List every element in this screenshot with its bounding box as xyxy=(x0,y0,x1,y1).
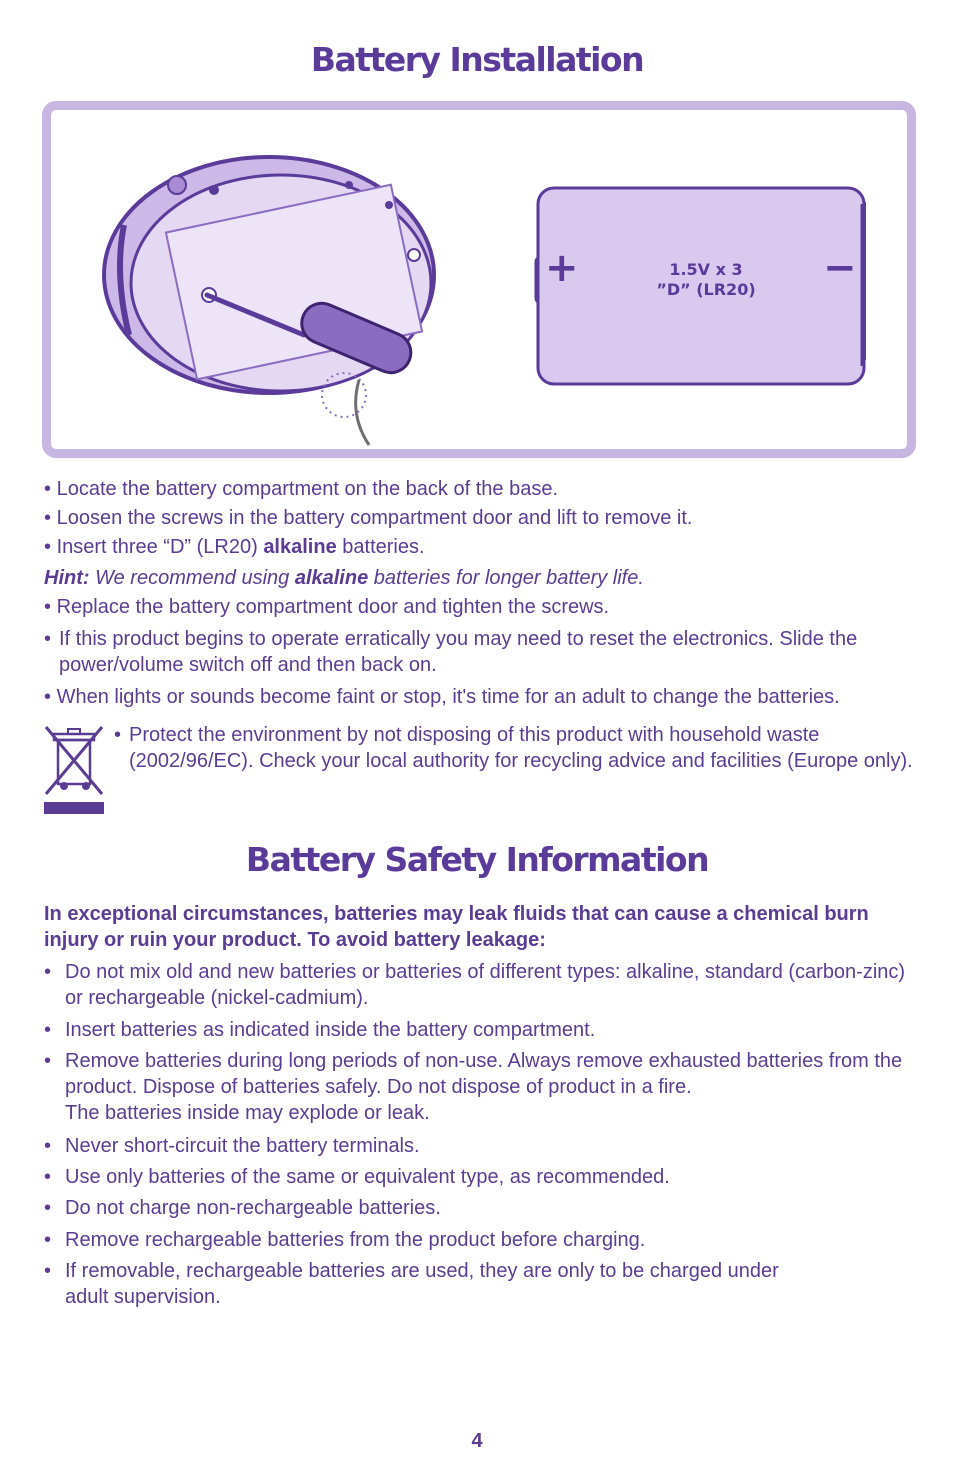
instruction-item-5 xyxy=(44,626,904,678)
bullet: • xyxy=(114,724,122,746)
safety-text: Do not charge non-rechargeable batteries. xyxy=(65,1197,441,1219)
section-title-battery-safety: Battery Safety Information xyxy=(245,840,709,879)
bullet: • xyxy=(44,1197,52,1219)
instruction-item-3 xyxy=(44,534,425,560)
alkaline-emphasis: alkaline xyxy=(263,536,337,558)
minus-terminal-symbol: − xyxy=(823,245,857,291)
instruction-item-1 xyxy=(44,476,558,502)
bullet: • xyxy=(44,686,52,708)
installation-illustration xyxy=(42,101,916,458)
safety-text: Never short-circuit the battery terminals. xyxy=(65,1135,420,1157)
safety-text: Do not mix old and new batteries or batteries of different types: alkaline, standard (carbon-zinc) or rechargeable (nickel-cadmium). xyxy=(65,961,906,1009)
hint-text: batteries for longer battery life. xyxy=(368,567,644,589)
instruction-text: batteries. xyxy=(336,536,425,558)
safety-item xyxy=(44,959,914,1011)
bullet: • xyxy=(44,478,52,500)
safety-item xyxy=(44,1195,914,1221)
safety-text: Remove batteries during long periods of non-use. Always remove exhausted batteries from the product. Dispose of batteries safely. Do not dispose of product in a fire. xyxy=(65,1050,903,1098)
hint-label: Hint: xyxy=(44,567,90,589)
weee-crossed-bin-icon xyxy=(44,722,104,814)
plus-terminal-symbol: + xyxy=(545,245,579,291)
instruction-text: Replace the battery compartment door and tighten the screws. xyxy=(56,596,610,618)
instruction-text: If this product begins to operate erratically you may need to reset the electronics. Slide the power/volume switch off and then back on. xyxy=(59,628,858,676)
battery-type-label: ”D” (LR20) xyxy=(656,280,756,299)
bullet: • xyxy=(44,1229,52,1251)
bullet: • xyxy=(44,596,52,618)
battery-voltage-label: 1.5V x 3 xyxy=(669,260,743,279)
bullet: • xyxy=(44,1050,52,1072)
bullet: • xyxy=(44,507,52,529)
bullet: • xyxy=(44,1260,52,1282)
bullet: • xyxy=(44,628,52,650)
bullet: • xyxy=(44,961,52,983)
safety-text: If removable, rechargeable batteries are used, they are only to be charged under xyxy=(65,1260,779,1282)
instruction-item-2 xyxy=(44,505,692,531)
safety-text: Remove rechargeable batteries from the product before charging. xyxy=(65,1229,646,1251)
bullet: • xyxy=(44,1135,52,1157)
leakage-warning: In exceptional circumstances, batteries may leak fluids that can cause a chemical burn injury or ruin your product. To avoid battery leakage: xyxy=(44,903,869,951)
safety-item xyxy=(44,1227,914,1253)
bullet: • xyxy=(44,536,52,558)
safety-item xyxy=(44,1048,914,1126)
hint-text: We recommend using xyxy=(89,567,295,589)
safety-text-continued: The batteries inside may explode or leak. xyxy=(65,1102,430,1124)
bullet: • xyxy=(44,1166,52,1188)
hint-note xyxy=(44,565,644,591)
safety-item xyxy=(44,1164,914,1190)
instruction-text: Loosen the screws in the battery compartment door and lift to remove it. xyxy=(56,507,693,529)
device-back-illustration xyxy=(99,145,459,455)
safety-text-continued: adult supervision. xyxy=(65,1286,221,1308)
instruction-text: When lights or sounds become faint or stop, it's time for an adult to change the batteries. xyxy=(56,686,840,708)
instruction-text: Locate the battery compartment on the back of the base. xyxy=(56,478,558,500)
battery-spec-label xyxy=(626,260,786,300)
safety-item xyxy=(44,1133,914,1159)
instruction-item-4 xyxy=(44,594,609,620)
instruction-item-6 xyxy=(44,684,840,710)
section-title-battery-installation: Battery Installation xyxy=(310,40,644,79)
safety-item xyxy=(44,1258,914,1310)
environment-note xyxy=(114,722,914,774)
alkaline-emphasis: alkaline xyxy=(294,567,369,589)
safety-text: Insert batteries as indicated inside the battery compartment. xyxy=(65,1019,596,1041)
instruction-text: Insert three “D” (LR20) xyxy=(56,536,264,558)
page-number: 4 xyxy=(471,1430,483,1452)
safety-text: Use only batteries of the same or equivalent type, as recommended. xyxy=(65,1166,670,1188)
environment-text: Protect the environment by not disposing of this product with household waste (2002/96/EC). Check your local authority for recycling advice and facilities (Europe only). xyxy=(129,724,913,772)
safety-item xyxy=(44,1017,914,1043)
bullet: • xyxy=(44,1019,52,1041)
